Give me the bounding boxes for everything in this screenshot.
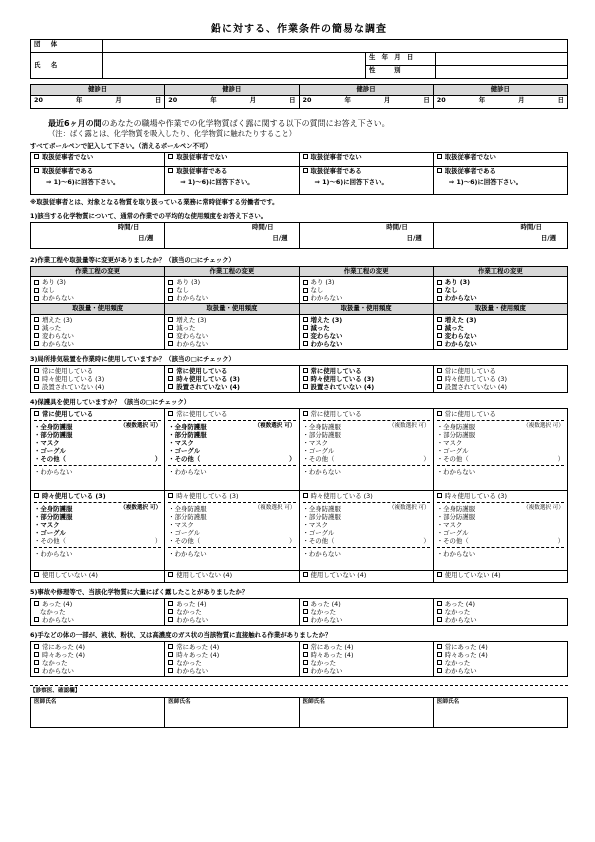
q4-always-cell: 常に使用している ・全身防護服 （複数選択 可） ・部分防護服 ・マスク ・ゴーグル ・その他（ ） ・わからない — [31, 408, 165, 490]
option-item[interactable]: 減った — [303, 324, 430, 332]
option-item[interactable]: わからない — [34, 616, 161, 624]
checkbox[interactable] — [34, 668, 39, 673]
q5-options — [31, 598, 165, 625]
q2-change-header: 作業工程の変更 — [433, 266, 567, 277]
checkbox[interactable] — [437, 154, 442, 159]
q3-options — [31, 365, 165, 392]
group-field[interactable] — [103, 40, 568, 53]
option-item[interactable]: わからない — [437, 667, 564, 675]
option-item[interactable]: 減った — [168, 324, 295, 332]
option-item[interactable]: 時々使用している (3) — [168, 375, 295, 383]
checkbox[interactable] — [34, 325, 39, 330]
checkbox[interactable] — [437, 572, 442, 577]
handler-definition: ※取扱従事者とは、対象となる物質を取り扱っている業務に常時従事する労働者です。 — [30, 197, 279, 206]
handler-not-option[interactable]: 取扱従事者でない — [31, 152, 165, 166]
checkbox[interactable] — [34, 317, 39, 322]
option-item[interactable]: 時々あった (4) — [303, 651, 430, 659]
option-item[interactable]: 設置されていない (4) — [168, 383, 295, 391]
q6-title: 6)手などの体の一部が、液状、粉状、又は高濃度のガス状の当該物質に直接触れる作業がありましたか？ — [30, 630, 332, 639]
checkbox[interactable] — [437, 341, 442, 346]
q3-title: 3)局所排気装置を作業時に使用していますか？（該当の□にチェック） — [30, 354, 235, 363]
option-item[interactable]: なかった — [168, 608, 295, 616]
checkbox[interactable] — [437, 368, 442, 373]
option-item[interactable]: 変わらない — [34, 332, 161, 340]
option-item[interactable]: 常に使用している — [437, 410, 564, 418]
checkbox[interactable] — [303, 493, 308, 498]
doctor-section-label: 【診察医、確認欄】 — [30, 687, 81, 694]
checkbox[interactable] — [437, 376, 442, 381]
q3-options — [433, 365, 567, 392]
q2-change-header: 作業工程の変更 — [31, 266, 165, 277]
checkbox[interactable] — [34, 154, 39, 159]
handler-is-option[interactable]: 取扱従事者である ⇒ 1)～6)に回答下さい。 — [433, 166, 567, 194]
q5-options — [433, 598, 567, 625]
option-item[interactable]: 時々あった (4) — [168, 651, 295, 659]
q4-never-option[interactable]: 使用していない (4) — [165, 570, 299, 582]
birth-field[interactable] — [436, 53, 568, 66]
checkbox[interactable] — [34, 376, 39, 381]
option-item[interactable]: 常に使用している — [303, 410, 430, 418]
checkbox[interactable] — [168, 411, 173, 416]
q1-frequency-field[interactable]: 時間/日 日/週 — [31, 222, 165, 248]
option-item[interactable]: あり (3) — [34, 278, 161, 286]
option-item[interactable]: 常に使用している — [168, 367, 295, 375]
checkbox[interactable] — [34, 333, 39, 338]
checkbox[interactable] — [437, 660, 442, 665]
checkbox[interactable] — [168, 376, 173, 381]
checkbox[interactable] — [437, 644, 442, 649]
q2-amount-options — [299, 314, 433, 349]
option-item[interactable]: わからない — [168, 667, 295, 675]
option-item[interactable]: 減った — [437, 324, 564, 332]
checkbox[interactable] — [34, 411, 39, 416]
q2-amount-header: 取扱量・使用頻度 — [433, 304, 567, 315]
q2-change-options — [31, 277, 165, 304]
checkbox[interactable] — [303, 325, 308, 330]
checkup-date-field[interactable]: 20 年 月 日 — [433, 96, 567, 109]
option-item[interactable]: 常に使用している — [303, 367, 430, 375]
option-item[interactable]: 時々使用している (3) — [303, 492, 430, 500]
option-item[interactable]: 時々使用している (3) — [34, 492, 161, 500]
checkbox[interactable] — [168, 617, 173, 622]
q4-never-option[interactable]: 使用していない (4) — [31, 570, 165, 582]
q2-amount-options — [433, 314, 567, 349]
checkbox[interactable] — [437, 280, 442, 285]
checkbox[interactable] — [168, 601, 173, 606]
personal-info-table — [30, 39, 568, 79]
checkbox[interactable] — [168, 288, 173, 293]
checkbox[interactable] — [437, 288, 442, 293]
checkbox[interactable] — [303, 317, 308, 322]
checkup-date-field[interactable]: 20 年 月 日 — [165, 96, 299, 109]
option-item[interactable]: 増えた (3) — [303, 316, 430, 324]
option-item[interactable]: なかった — [168, 659, 295, 667]
q2-change-options — [299, 277, 433, 304]
option-item[interactable]: わからない — [303, 616, 430, 624]
q2-amount-options — [165, 314, 299, 349]
handler-table — [30, 152, 568, 195]
intro-text: 最近6ヶ月の間のあなたの職場や作業での化学物質ばく露に関する以下の質問にお答え下さい。 （注：ばく露とは、化学物質を吸入したり、化学物質に触れたりすること） — [48, 119, 390, 139]
checkbox[interactable] — [437, 317, 442, 322]
checkbox[interactable] — [34, 280, 39, 285]
checkup-label: 健診日 — [31, 85, 165, 96]
option-item[interactable]: なし — [437, 286, 564, 294]
q4-title: 4)保護具を使用していますか？（該当の□にチェック） — [30, 397, 191, 406]
q1-frequency-field[interactable]: 時間/日 日/週 — [299, 222, 433, 248]
checkbox[interactable] — [34, 493, 39, 498]
option-item[interactable]: わからない — [168, 294, 295, 302]
checkbox[interactable] — [437, 333, 442, 338]
option-item[interactable]: 設置されていない (4) — [303, 383, 430, 391]
option-item[interactable]: 常に使用している — [34, 367, 161, 375]
option-item[interactable]: 時々使用している (3) — [34, 375, 161, 383]
q3-options — [299, 365, 433, 392]
q1-frequency-field[interactable]: 時間/日 日/週 — [433, 222, 567, 248]
checkbox[interactable] — [168, 333, 173, 338]
checkup-label: 健診日 — [433, 85, 567, 96]
option-item[interactable]: 時々使用している (3) — [437, 375, 564, 383]
option-item[interactable]: あった (4) — [168, 600, 295, 608]
option-item[interactable]: あった (4) — [437, 600, 564, 608]
handler-is-option[interactable]: 取扱従事者である ⇒ 1)～6)に回答下さい。 — [31, 166, 165, 194]
option-item[interactable]: 常にあった (4) — [168, 643, 295, 651]
checkbox[interactable] — [34, 168, 39, 173]
option-item[interactable]: 時々使用している (3) — [437, 492, 564, 500]
option-item[interactable]: なかった — [437, 608, 564, 616]
q4-sometimes-cell: 時々使用している (3) ・全身防護服 （複数選択 可） ・部分防護服 ・マスク ・ゴーグル ・その他（ ） ・わからない — [31, 490, 165, 570]
option-item[interactable]: 変わらない — [168, 332, 295, 340]
checkbox[interactable] — [34, 296, 39, 301]
option-item[interactable]: 変わらない — [437, 332, 564, 340]
checkbox[interactable] — [437, 652, 442, 657]
checkbox[interactable] — [168, 652, 173, 657]
checkbox[interactable] — [303, 652, 308, 657]
checkbox[interactable] — [303, 376, 308, 381]
checkbox[interactable] — [168, 368, 173, 373]
checkbox[interactable] — [303, 296, 308, 301]
q4-sometimes-cell: 時々使用している (3) ・全身防護服 （複数選択 可） ・部分防護服 ・マスク ・ゴーグル ・その他（ ） ・わからない — [165, 490, 299, 570]
option-item[interactable]: わからない — [303, 667, 430, 675]
q2-amount-options — [31, 314, 165, 349]
option-item[interactable]: わからない — [303, 340, 430, 348]
checkbox[interactable] — [437, 617, 442, 622]
option-item[interactable]: 時々使用している (3) — [168, 492, 295, 500]
checkbox[interactable] — [168, 384, 173, 389]
q4-always-cell: 常に使用している ・全身防護服 （複数選択 可） ・部分防護服 ・マスク ・ゴーグル ・その他（ ） ・わからない — [433, 408, 567, 490]
checkbox[interactable] — [303, 368, 308, 373]
checkbox[interactable] — [34, 660, 39, 665]
checkup-date-field[interactable]: 20 年 月 日 — [299, 96, 433, 109]
option-item[interactable]: わからない — [34, 340, 161, 348]
option-item[interactable]: あり (3) — [437, 278, 564, 286]
option-item[interactable]: あった (4) — [303, 600, 430, 608]
doctor-name-field[interactable]: 医師氏名 — [433, 697, 567, 727]
checkbox[interactable] — [437, 384, 442, 389]
q6-options — [165, 641, 299, 676]
handler-not-option[interactable]: 取扱従事者でない — [433, 152, 567, 166]
option-item[interactable]: 増えた (3) — [34, 316, 161, 324]
q4-never-option[interactable]: 使用していない (4) — [299, 570, 433, 582]
q6-table — [30, 641, 568, 677]
checkbox[interactable] — [168, 572, 173, 577]
doctor-section — [30, 685, 568, 728]
handler-is-option[interactable]: 取扱従事者である ⇒ 1)～6)に回答下さい。 — [165, 166, 299, 194]
q5-table — [30, 598, 568, 626]
option-item[interactable]: わからない — [303, 294, 430, 302]
checkbox[interactable] — [168, 296, 173, 301]
option-item[interactable]: 減った — [34, 324, 161, 332]
q3-table — [30, 365, 568, 393]
checkbox[interactable] — [437, 411, 442, 416]
checkbox[interactable] — [168, 280, 173, 285]
option-item[interactable]: 常にあった (4) — [303, 643, 430, 651]
q2-change-header: 作業工程の変更 — [299, 266, 433, 277]
checkbox[interactable] — [168, 644, 173, 649]
q4-always-cell: 常に使用している ・全身防護服 （複数選択 可） ・部分防護服 ・マスク ・ゴーグル ・その他（ ） ・わからない — [299, 408, 433, 490]
q4-never-option[interactable]: 使用していない (4) — [433, 570, 567, 582]
q2-title: 2)作業工程や取扱量等に変更がありましたか？（該当の□にチェック） — [30, 255, 235, 264]
checkbox[interactable] — [303, 341, 308, 346]
option-item[interactable]: 時々使用している (3) — [303, 375, 430, 383]
option-item[interactable]: わからない — [168, 616, 295, 624]
q6-options — [299, 641, 433, 676]
checkbox[interactable] — [168, 609, 173, 614]
checkbox[interactable] — [303, 644, 308, 649]
q2-amount-header: 取扱量・使用頻度 — [165, 304, 299, 315]
q4-sometimes-cell: 時々使用している (3) ・全身防護服 （複数選択 可） ・部分防護服 ・マスク ・ゴーグル ・その他（ ） ・わからない — [299, 490, 433, 570]
q5-options — [299, 598, 433, 625]
checkup-label: 健診日 — [165, 85, 299, 96]
checkbox[interactable] — [303, 601, 308, 606]
option-item[interactable]: わからない — [34, 294, 161, 302]
q6-options — [31, 641, 165, 676]
checkbox[interactable] — [168, 325, 173, 330]
q1-title: 1)該当する化学物質について、通常の作業での平均的な使用頻度をお答え下さい。 — [30, 211, 268, 220]
doctor-name-field[interactable]: 医師氏名 — [299, 697, 433, 727]
name-field[interactable] — [103, 53, 366, 79]
checkbox[interactable] — [437, 296, 442, 301]
option-item[interactable]: なし — [303, 286, 430, 294]
doctor-name-field[interactable]: 医師氏名 — [31, 697, 165, 727]
option-item[interactable]: 常に使用している — [168, 410, 295, 418]
q3-options — [165, 365, 299, 392]
q4-table — [30, 408, 568, 583]
checkbox[interactable] — [303, 333, 308, 338]
checkbox[interactable] — [303, 168, 308, 173]
option-item[interactable]: わからない — [168, 340, 295, 348]
option-item[interactable]: 常に使用している — [34, 410, 161, 418]
doctor-table — [30, 697, 568, 728]
q2-change-header: 作業工程の変更 — [165, 266, 299, 277]
checkbox[interactable] — [168, 168, 173, 173]
option-item[interactable]: なかった — [34, 659, 161, 667]
q2-change-options — [433, 277, 567, 304]
q1-table — [30, 222, 568, 249]
option-item[interactable]: 時々あった (4) — [437, 651, 564, 659]
checkbox[interactable] — [34, 384, 39, 389]
checkbox[interactable] — [303, 154, 308, 159]
page-title: 鉛に対する、作業条件の簡易な調査 — [211, 24, 387, 35]
checkbox[interactable] — [168, 660, 173, 665]
checkbox[interactable] — [303, 411, 308, 416]
birth-label: 生 年 月 日 — [366, 53, 436, 66]
option-item[interactable]: わからない — [34, 667, 161, 675]
checkbox[interactable] — [303, 572, 308, 577]
q2-amount-header: 取扱量・使用頻度 — [299, 304, 433, 315]
sex-field[interactable] — [436, 66, 568, 79]
handler-not-option[interactable]: 取扱従事者でない — [165, 152, 299, 166]
checkbox[interactable] — [303, 384, 308, 389]
checkbox[interactable] — [34, 601, 39, 606]
checkbox[interactable] — [34, 644, 39, 649]
checkbox[interactable] — [34, 652, 39, 657]
checkbox[interactable] — [34, 288, 39, 293]
handler-not-option[interactable]: 取扱従事者でない — [299, 152, 433, 166]
checkbox[interactable] — [437, 601, 442, 606]
checkbox[interactable] — [168, 317, 173, 322]
group-label: 団 体 — [31, 40, 103, 53]
option-item[interactable]: なかった — [40, 607, 66, 616]
checkbox[interactable] — [303, 668, 308, 673]
checkbox[interactable] — [168, 668, 173, 673]
checkbox[interactable] — [437, 493, 442, 498]
q6-options — [433, 641, 567, 676]
option-item[interactable]: わからない — [437, 340, 564, 348]
option-item[interactable]: 常にあった (4) — [437, 643, 564, 651]
q4-always-cell: 常に使用している ・全身防護服 （複数選択 可） ・部分防護服 ・マスク ・ゴーグル ・その他（ ） ・わからない — [165, 408, 299, 490]
checkbox[interactable] — [34, 341, 39, 346]
q4-sometimes-cell: 時々使用している (3) ・全身防護服 （複数選択 可） ・部分防護服 ・マスク ・ゴーグル ・その他（ ） ・わからない — [433, 490, 567, 570]
option-item[interactable]: あり (3) — [168, 278, 295, 286]
checkbox[interactable] — [437, 168, 442, 173]
checkbox[interactable] — [437, 609, 442, 614]
option-item[interactable]: 変わらない — [303, 332, 430, 340]
option-item[interactable]: なし — [168, 286, 295, 294]
checkbox[interactable] — [34, 572, 39, 577]
checkbox[interactable] — [437, 325, 442, 330]
pen-note: すべてボールペンで記入して下さい。（消えるボールペン不可） — [30, 141, 212, 150]
checkbox[interactable] — [168, 493, 173, 498]
option-item[interactable]: 常に使用している — [437, 367, 564, 375]
checkup-date-table — [30, 84, 568, 109]
q2-change-options — [165, 277, 299, 304]
checkbox[interactable] — [168, 154, 173, 159]
option-item[interactable]: 設置されていない (4) — [437, 383, 564, 391]
option-item[interactable]: あった (4) — [34, 600, 161, 608]
q1-frequency-field[interactable]: 時間/日 日/週 — [165, 222, 299, 248]
q5-options — [165, 598, 299, 625]
option-item[interactable]: 時々あった (4) — [34, 651, 161, 659]
option-item[interactable]: あり (3) — [303, 278, 430, 286]
checkup-label: 健診日 — [299, 85, 433, 96]
q2-table — [30, 266, 568, 350]
option-item[interactable]: なし — [34, 286, 161, 294]
checkbox[interactable] — [303, 617, 308, 622]
q5-title: 5)事故や修理等で、当該化学物質に大量にばく露したことがありましたか？ — [30, 587, 249, 596]
survey-form — [30, 24, 568, 728]
checkbox[interactable] — [437, 668, 442, 673]
option-item[interactable]: なかった — [303, 608, 430, 616]
name-label: 氏 名 — [31, 53, 103, 79]
q2-amount-header: 取扱量・使用頻度 — [31, 304, 165, 315]
option-item[interactable]: なかった — [303, 659, 430, 667]
checkbox[interactable] — [168, 341, 173, 346]
sex-label: 性 別 — [366, 66, 436, 79]
checkbox[interactable] — [34, 368, 39, 373]
option-item[interactable]: 常にあった (4) — [34, 643, 161, 651]
option-item[interactable]: なかった — [437, 659, 564, 667]
option-item[interactable]: わからない — [437, 616, 564, 624]
checkup-date-field[interactable]: 20 年 月 日 — [31, 96, 165, 109]
option-item[interactable]: 増えた (3) — [168, 316, 295, 324]
handler-is-option[interactable]: 取扱従事者である ⇒ 1)～6)に回答下さい。 — [299, 166, 433, 194]
checkbox[interactable] — [303, 609, 308, 614]
checkbox[interactable] — [303, 280, 308, 285]
doctor-name-field[interactable]: 医師氏名 — [165, 697, 299, 727]
option-item[interactable]: 増えた (3) — [437, 316, 564, 324]
option-item[interactable]: 設置されていない (4) — [34, 383, 161, 391]
checkbox[interactable] — [303, 288, 308, 293]
checkbox[interactable] — [34, 617, 39, 622]
checkbox[interactable] — [303, 660, 308, 665]
option-item[interactable]: わからない — [437, 294, 564, 302]
